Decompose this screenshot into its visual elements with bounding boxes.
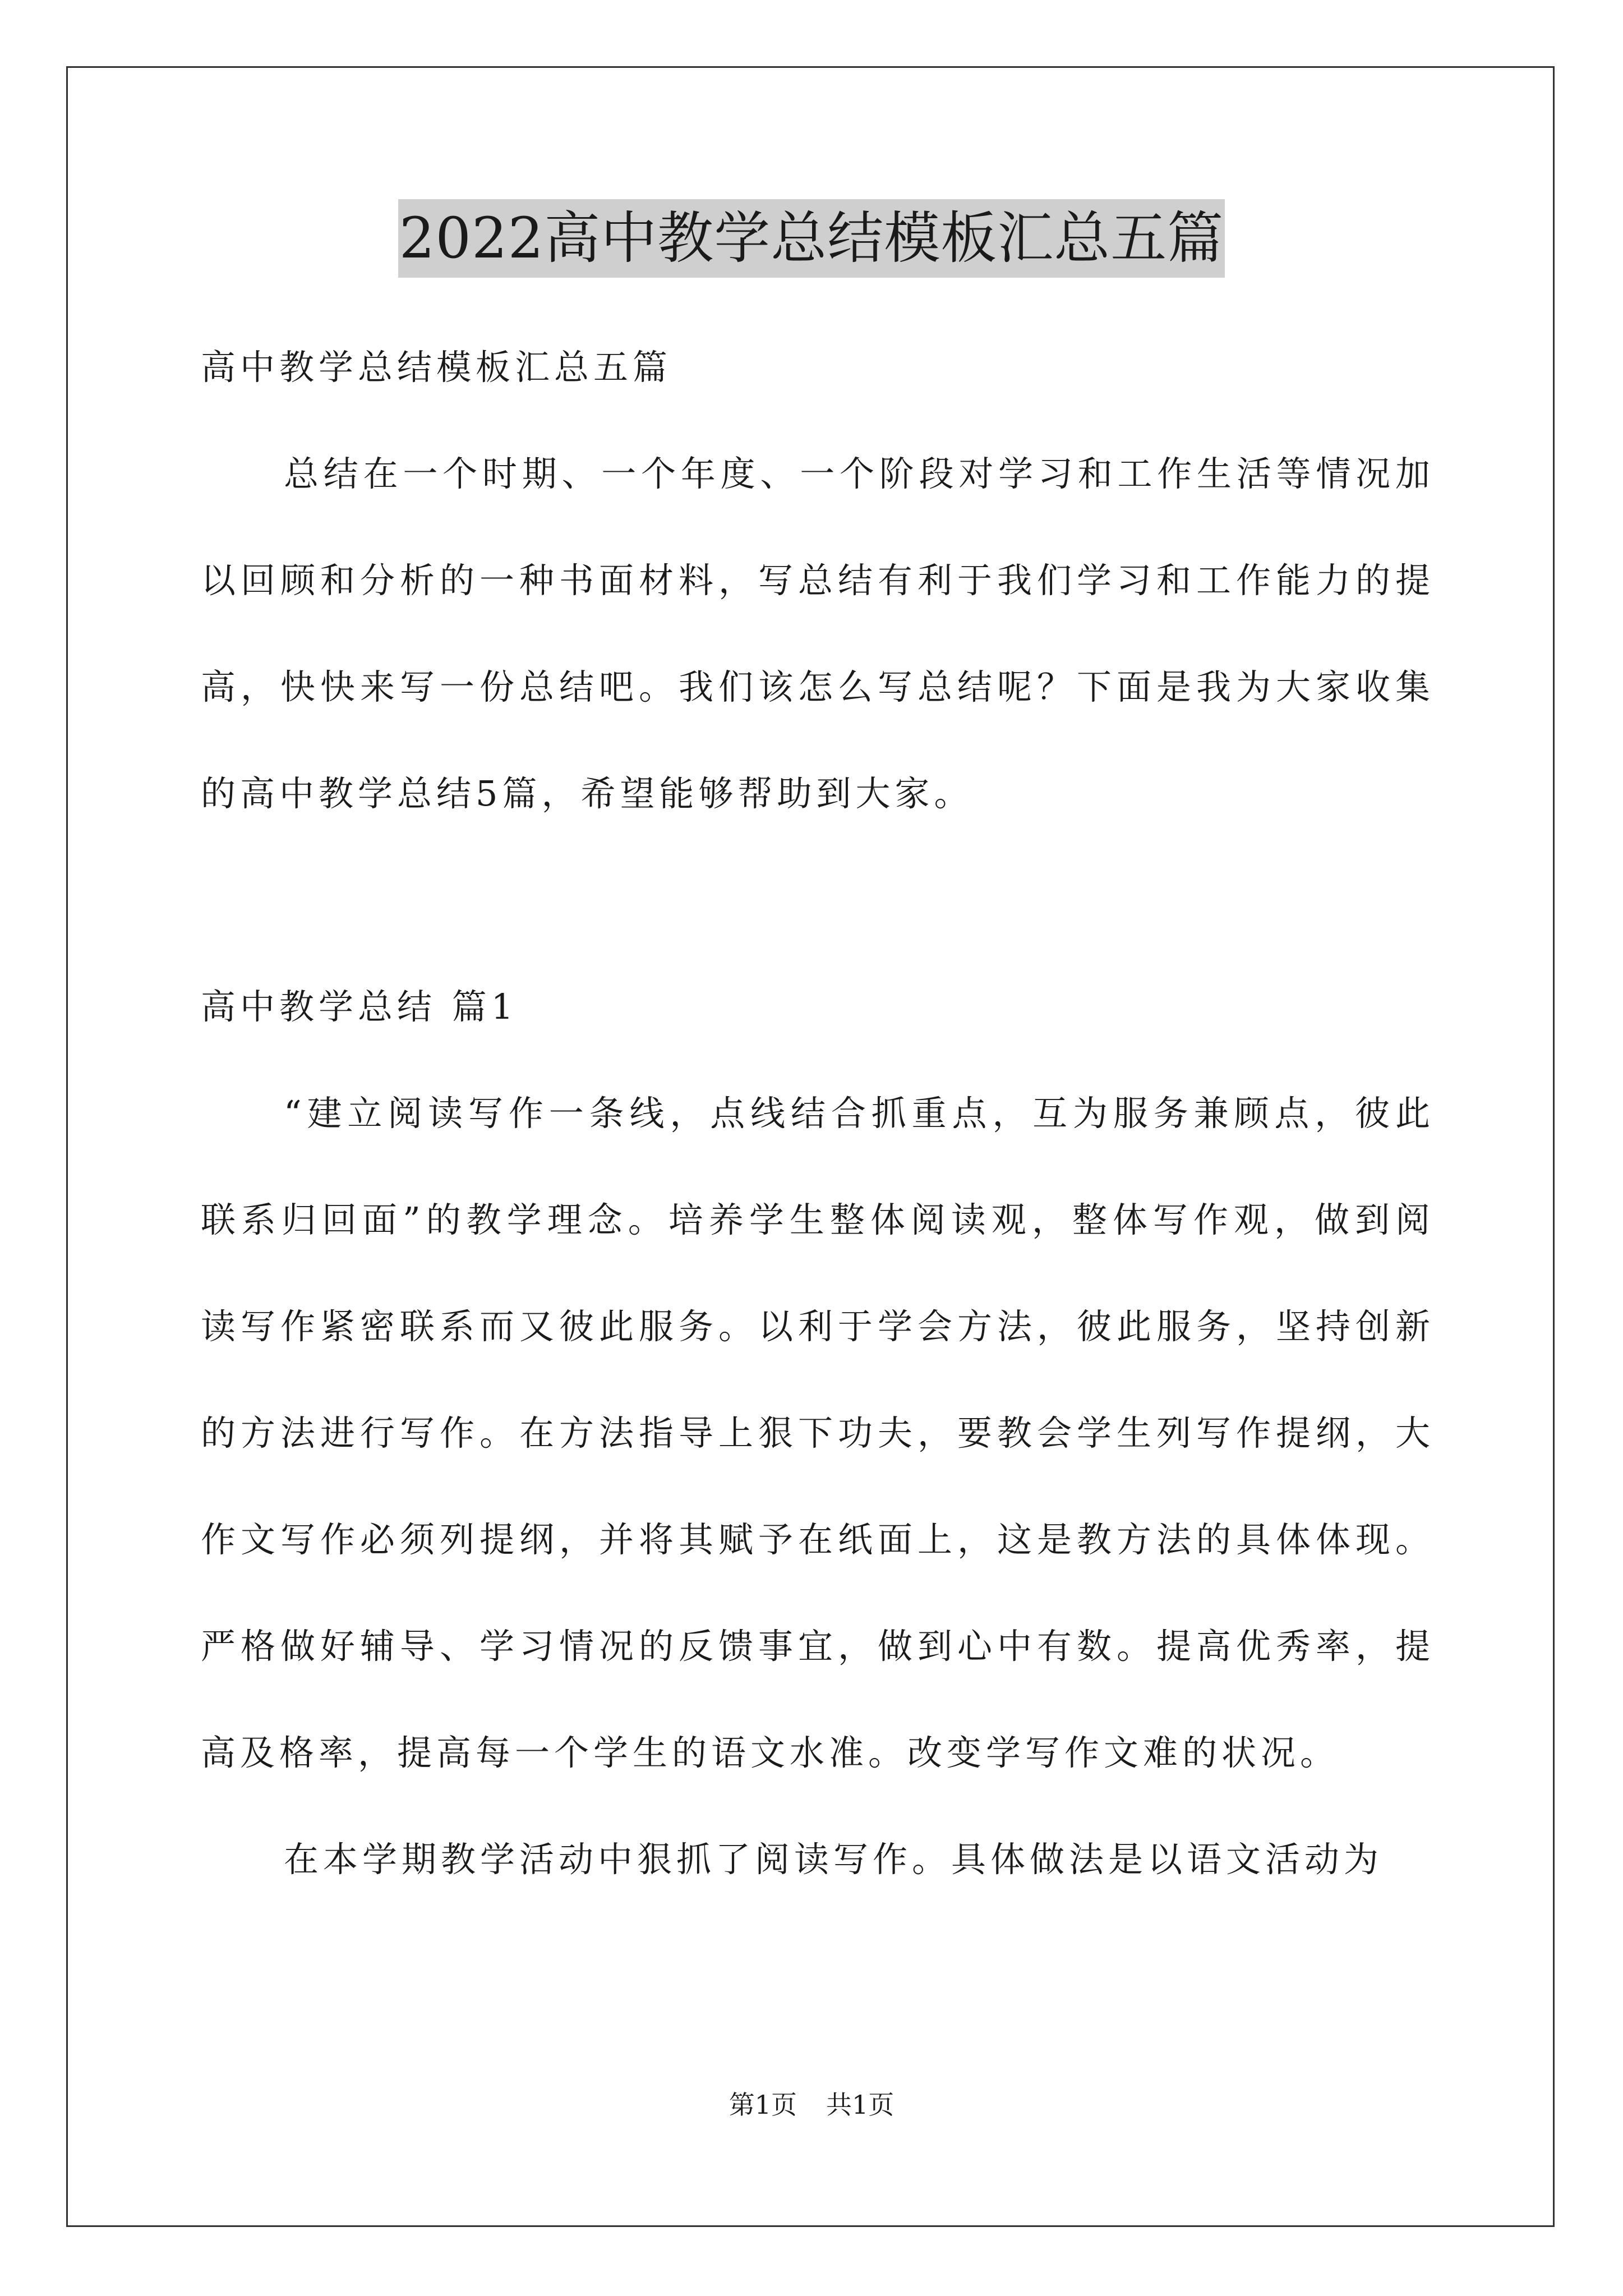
document-subtitle: 高中教学总结模板汇总五篇	[201, 347, 672, 388]
section-heading: 高中教学总结 篇1	[201, 986, 518, 1027]
document-body	[201, 314, 1435, 1913]
page-number-current: 第1页	[728, 2090, 797, 2120]
page-number-total: 共1页	[826, 2090, 895, 2120]
document-title: 2022高中教学总结模板汇总五篇	[398, 199, 1225, 278]
intro-paragraph: 总结在一个时期、一个年度、一个阶段对学习和工作生活等情况加以回顾和分析的一种书面材料，写总结有利于我们学习和工作能力的提高，快快来写一份总结吧。我们该怎么写总结呢？下面是我为大家收集的高中教学总结5篇，希望能够帮助到大家。	[201, 453, 1435, 814]
title-container	[0, 199, 1623, 278]
section-paragraph: 在本学期教学活动中狠抓了阅读写作。具体做法是以语文活动为	[284, 1839, 1384, 1880]
section-paragraph: “建立阅读写作一条线，点线结合抓重点，互为服务兼顾点，彼此联系归回面”的教学理念。培养学生整体阅读观，整体写作观，做到阅读写作紧密联系而又彼此服务。以利于学会方法，彼此服务，坚持创新的方法进行写作。在方法指导上狠下功夫，要教会学生列写作提纲，大作文写作必须列提纲，并将其赋予在纸面上，这是教方法的具体体现。严格做好辅导、学习情况的反馈事宜，做到心中有数。提高优秀率，提高及格率，提高每一个学生的语文水准。改变学写作文难的状况。	[201, 1093, 1435, 1773]
page-footer	[0, 2088, 1623, 2122]
